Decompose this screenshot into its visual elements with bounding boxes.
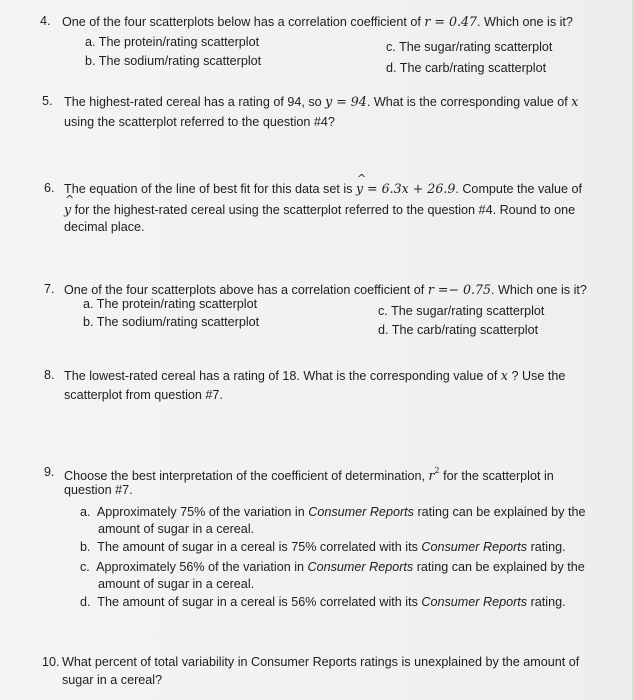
q7-option-c: c. The sugar/rating scatterplot bbox=[378, 304, 545, 318]
question-text: The equation of the line of best fit for this data set is ^ y = 6.3x + 26.9. Compute the value of bbox=[64, 179, 582, 199]
question-number: 9. bbox=[44, 465, 55, 479]
question-number: 6. bbox=[44, 181, 55, 195]
question-text: Choose the best interpretation of the coefficient of determination, $r^2$ for the scatterplot in bbox=[64, 466, 554, 484]
q4-option-d: d. The carb/rating scatterplot bbox=[386, 61, 547, 75]
question-text-line2: using the scatterplot referred to the question #4? bbox=[64, 115, 335, 129]
q4-option-b: b. The sodium/rating scatterplot bbox=[85, 54, 262, 68]
q9-option-d: d. The amount of sugar in a cereal is 56% correlated with its Consumer Reports rating. bbox=[80, 595, 566, 609]
q4-option-c: c. The sugar/rating scatterplot bbox=[386, 40, 553, 54]
question-text-line2: sugar in a cereal? bbox=[62, 673, 163, 687]
correlation-value: r =− 0.75 bbox=[427, 282, 491, 297]
q9-option-c: c. Approximately 56% of the variation in Consumer Reports rating can be explained by the bbox=[80, 560, 585, 574]
q9-option-a-cont: amount of sugar in a cereal. bbox=[98, 522, 255, 536]
q7-option-a: a. The protein/rating scatterplot bbox=[83, 297, 258, 311]
question-number: 8. bbox=[44, 368, 55, 382]
q7-option-b: b. The sodium/rating scatterplot bbox=[83, 315, 260, 329]
q9-option-b: b. The amount of sugar in a cereal is 75% correlated with its Consumer Reports rating. bbox=[80, 540, 566, 554]
question-text: One of the four scatterplots below has a correlation coefficient of r = 0.47. Which one is it? bbox=[62, 14, 573, 29]
question-text: What percent of total variability in Consumer Reports ratings is unexplained by the amount of bbox=[62, 655, 580, 669]
question-text-line2: scatterplot from question #7. bbox=[64, 388, 223, 402]
question-text: The lowest-rated cereal has a rating of 18. What is the corresponding value of x ? Use the bbox=[64, 368, 566, 383]
correlation-value: r = 0.47 bbox=[424, 14, 478, 29]
question-number: 7. bbox=[44, 282, 55, 296]
q9-option-c-cont: amount of sugar in a cereal. bbox=[98, 577, 255, 591]
best-fit-equation: ^ y = 6.3x + 26.9 bbox=[356, 179, 455, 198]
question-number: 5. bbox=[42, 94, 53, 108]
question-text: One of the four scatterplots above has a correlation coefficient of r =− 0.75. Which one is it? bbox=[64, 282, 587, 297]
question-text-line3: decimal place. bbox=[64, 220, 145, 234]
question-number: 10. bbox=[42, 655, 60, 669]
q4-option-a: a. The protein/rating scatterplot bbox=[85, 35, 260, 49]
q7-option-d: d. The carb/rating scatterplot bbox=[378, 323, 539, 337]
q9-option-a: a. Approximately 75% of the variation in Consumer Reports rating can be explained by the bbox=[80, 505, 586, 519]
question-text-line2: ^ y for the highest-rated cereal using the scatterplot referred to the question #4. Round to one bbox=[64, 200, 575, 220]
question-text: The highest-rated cereal has a rating of 94, so y = 94. What is the corresponding value of x bbox=[64, 94, 579, 109]
question-number: 4. bbox=[40, 14, 51, 28]
question-text-line2: question #7. bbox=[64, 483, 133, 497]
